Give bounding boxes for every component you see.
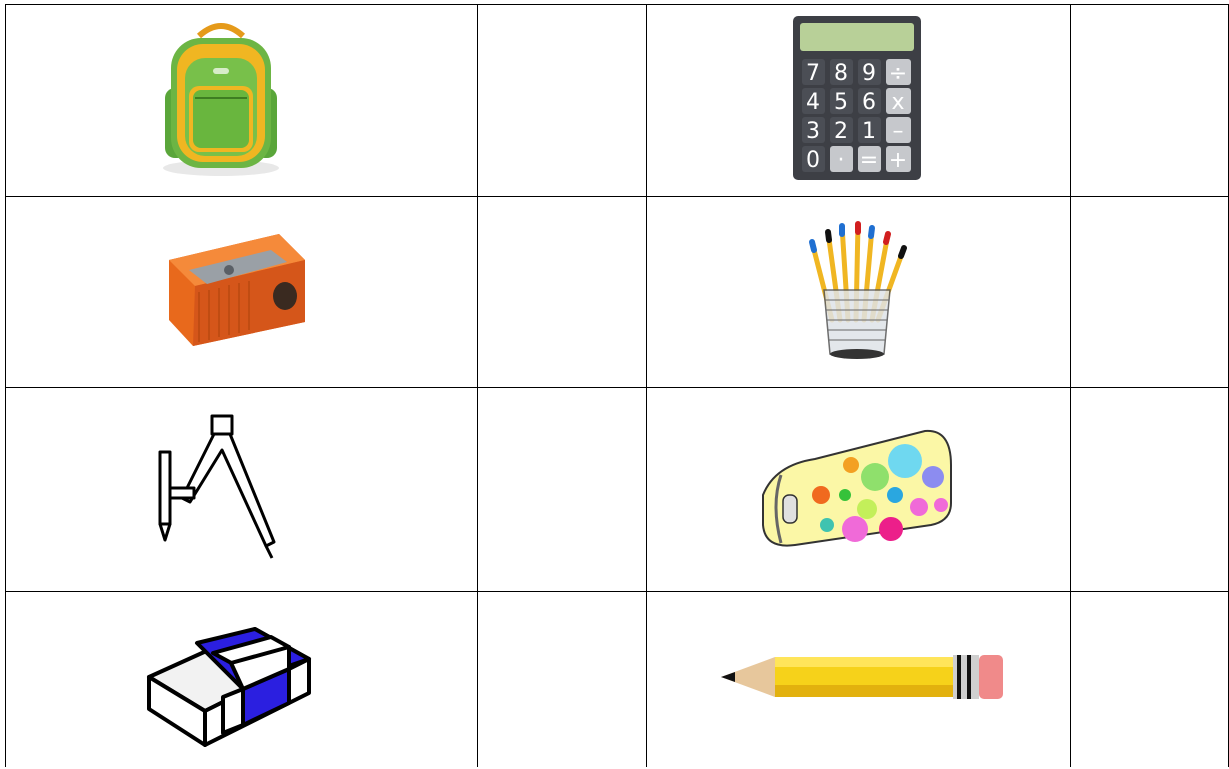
picture-cell [647,197,1071,388]
calc-key: 1 [862,119,877,144]
pen-holder-icon [802,220,912,360]
blank-answer-cell [477,5,647,197]
table-row [6,197,1229,388]
calc-key: + [889,148,908,173]
backpack-icon [159,18,283,178]
calc-key: 7 [806,61,821,86]
table-row [6,5,1229,197]
calculator-icon [792,15,922,181]
eraser-icon [143,607,315,747]
calc-key: 0 [806,148,821,173]
calc-key: · [837,148,845,173]
calc-key: 9 [862,61,877,86]
calc-key: = [860,148,879,173]
blank-answer-cell [1071,388,1229,592]
picture-cell [6,5,478,197]
blank-answer-cell [1071,197,1229,388]
worksheet-table [5,4,1229,767]
blank-answer-cell [477,592,647,768]
table-row [6,388,1229,592]
picture-cell [647,5,1071,197]
calc-key: ÷ [889,61,908,86]
compass-icon [146,412,286,562]
calc-key: x [891,90,905,115]
blank-answer-cell [1071,5,1229,197]
pencil-icon [719,647,1005,707]
calc-key: 6 [862,90,877,115]
pencil-case-icon [755,425,955,549]
blank-answer-cell [1071,592,1229,768]
picture-cell [6,197,478,388]
calc-key: 5 [834,90,849,115]
blank-answer-cell [477,388,647,592]
pencil-sharpener-icon [159,230,309,350]
calc-key: – [892,119,904,144]
calc-key: 3 [806,119,821,144]
calc-key: 4 [806,90,821,115]
table-row [6,592,1229,768]
calc-key: 2 [834,119,849,144]
picture-cell [647,592,1071,768]
blank-answer-cell [477,197,647,388]
picture-cell [647,388,1071,592]
calc-key: 8 [834,61,849,86]
picture-cell [6,388,478,592]
picture-cell [6,592,478,768]
